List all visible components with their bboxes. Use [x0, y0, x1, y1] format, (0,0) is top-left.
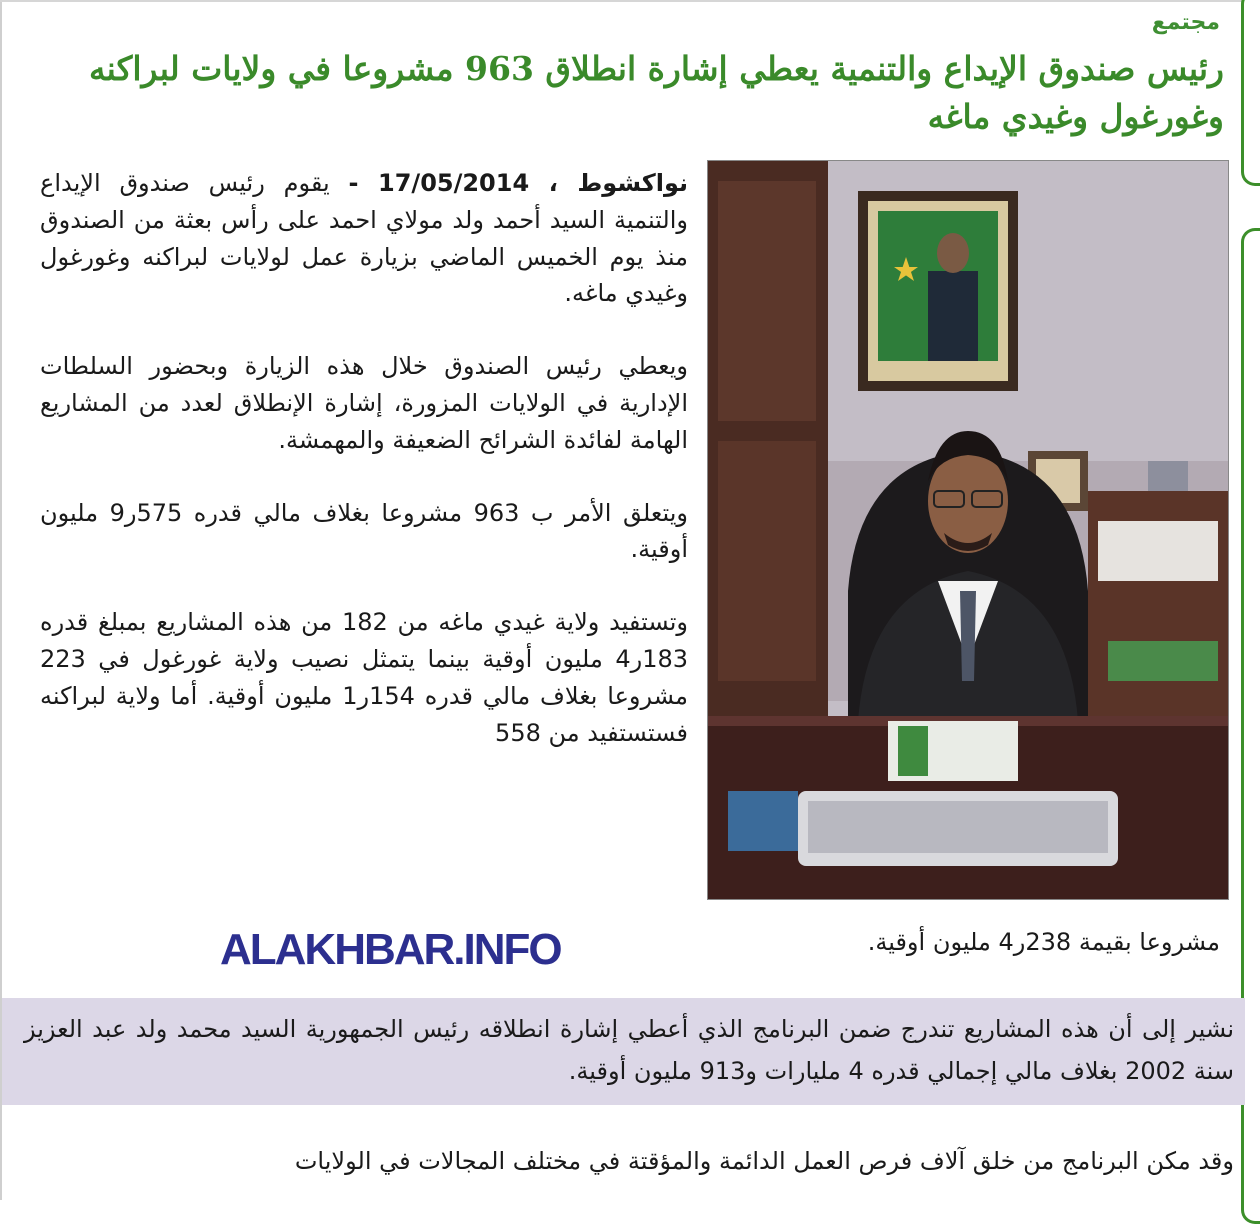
paragraph-1 [40, 165, 688, 312]
paragraph-1-text: يقوم رئيس صندوق الإيداع والتنمية السيد أحمد ولد مولاي احمد على رأس بعثة من الصندوق منذ يوم الخميس الماضي بزيارة عمل لولايات لبراكنه وغورغول وغيدي ماغه. [40, 169, 688, 308]
side-tab-top [1241, 0, 1260, 186]
note-text: نشير إلى أن هذه المشاريع تندرج ضمن البرنامج الذي أعطي إشارة انطلاقه رئيس الجمهورية السيد محمد ولد عبد العزيز سنة 2002 بغلاف مالي إجمالي قدره 4 مليارات و913 مليون أوقية. [24, 1015, 1234, 1085]
photo-caption: مشروعا بقيمة 238ر4 مليون أوقية. [867, 928, 1220, 956]
paragraph-3: ويتعلق الأمر ب 963 مشروعا بغلاف مالي قدره 575ر9 مليون أوقية. [40, 498, 688, 564]
article-headline: رئيس صندوق الإيداع والتنمية يعطي إشارة انطلاق 963 مشروعا في ولايات لبراكنه وغورغول وغيدي ماغه [88, 49, 1224, 136]
dateline: نواكشوط ، 17/05/2014 - [348, 169, 688, 197]
site-watermark: ALAKHBAR.INFO [220, 925, 561, 974]
section-label[interactable]: مجتمع [1151, 10, 1220, 35]
article-photo [707, 160, 1229, 900]
top-border [0, 0, 1245, 2]
paragraph-2: ويعطي رئيس الصندوق خلال هذه الزيارة وبحضور السلطات الإدارية في الولايات المزورة، إشارة الإنطلاق لعدد من المشاريع الهامة لفائدة الشرائح الضعيفة والمهمشة. [40, 352, 688, 454]
paragraph-4: وتستفيد ولاية غيدي ماغه من 182 من هذه المشاريع بمبلغ قدره 183ر4 مليون أوقية بينما يتمثل نصيب ولاية غورغول في 223 مشروعا بغلاف مالي قدره 154ر1 مليون أوقية. أما ولاية لبراكنه فستستفيد من 558 [40, 608, 688, 747]
closing-paragraph: وقد مكن البرنامج من خلق آلاف فرص العمل الدائمة والمؤقتة في مختلف المجالات في الولايات [294, 1147, 1234, 1175]
article-body [40, 165, 688, 787]
